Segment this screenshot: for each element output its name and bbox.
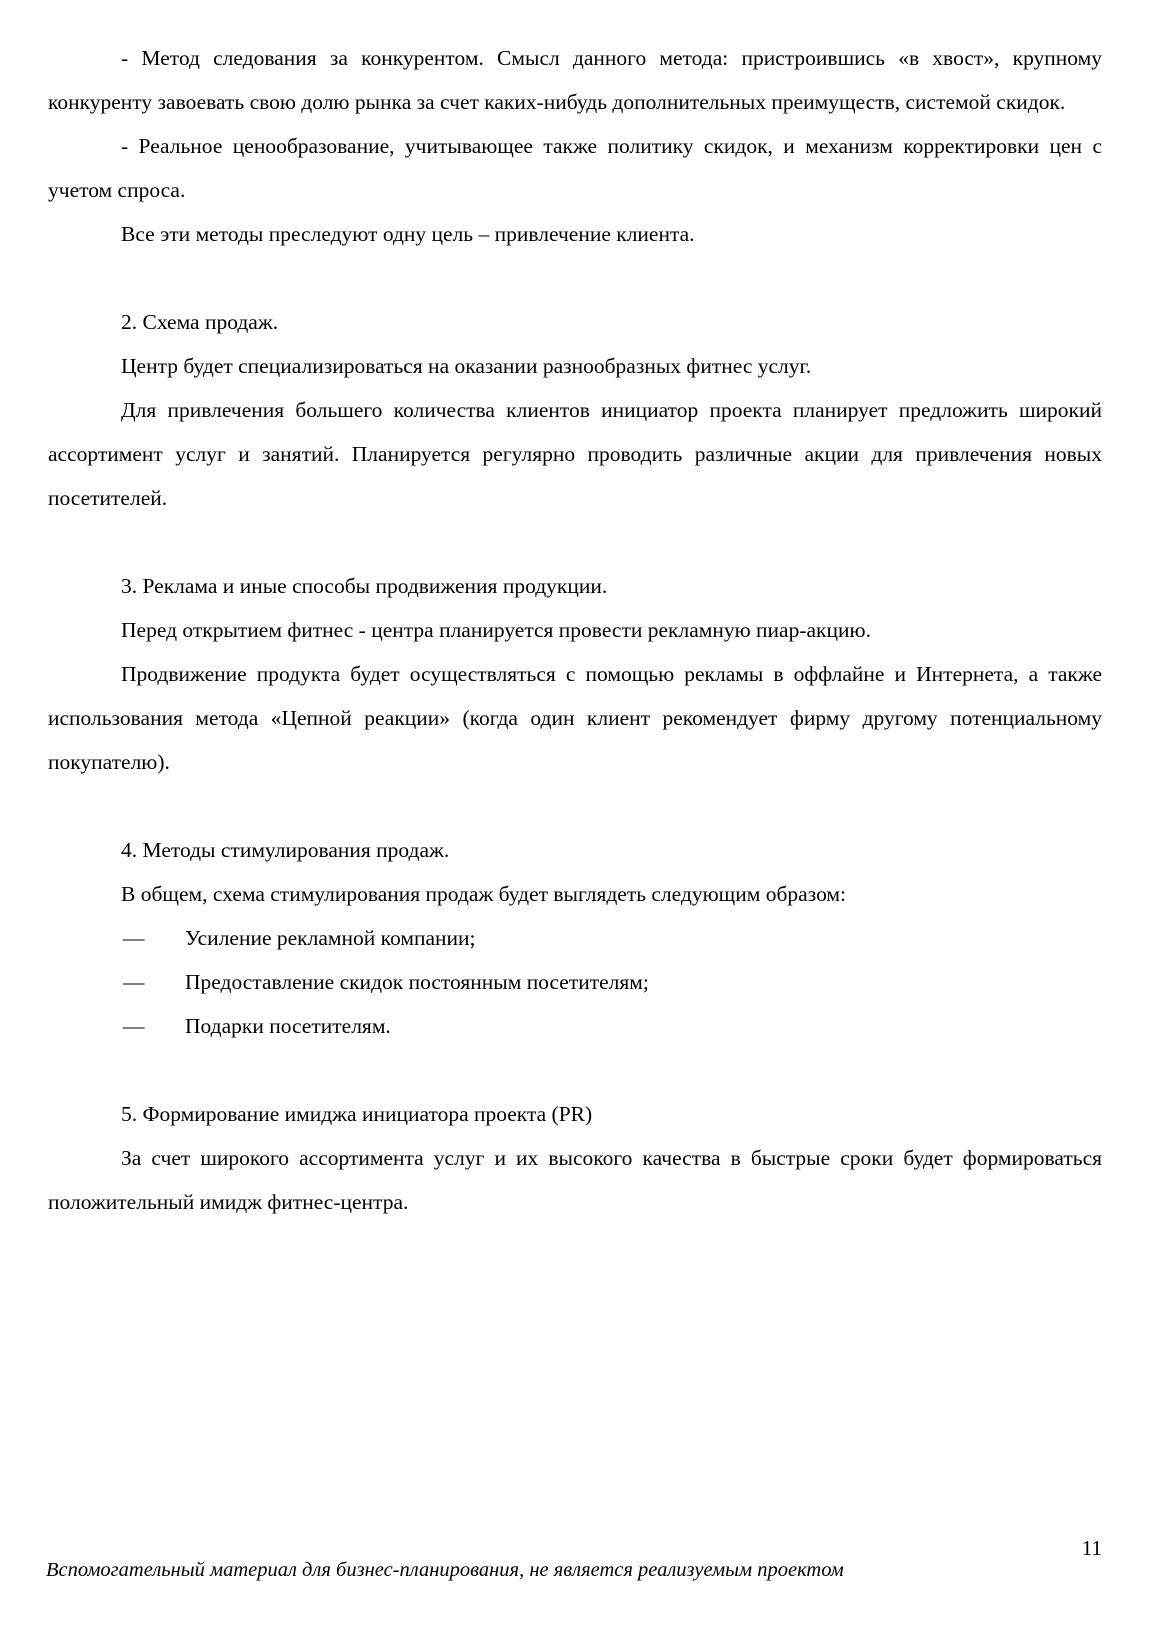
blank-line xyxy=(48,520,1102,564)
list-dash-marker: — xyxy=(123,926,145,950)
paragraph: Для привлечения большего количества клиентов инициатор проекта планирует предложить широкий ассортимент услуг и занятий. Планируется регулярно проводить различные акции для привлечения новых посетителей. xyxy=(48,398,1102,510)
blank-line xyxy=(48,1048,1102,1092)
list-item xyxy=(48,1004,1102,1048)
paragraph: 2. Схема продаж. xyxy=(121,310,279,334)
list-dash-marker: — xyxy=(123,1014,145,1038)
footer-note: Вспомогательный материал для бизнес-планирования, не является реализуемым проектом xyxy=(46,1559,844,1581)
paragraph: - Метод следования за конкурентом. Смысл данного метода: пристроившись «в хвост», крупному конкуренту завоевать свою долю рынка за счет каких-нибудь дополнительных преимуществ, системой скидок. xyxy=(48,46,1102,114)
paragraph: Продвижение продукта будет осуществляться с помощью рекламы в оффлайне и Интернета, а также использования метода «Цепной реакции» (когда один клиент рекомендует фирму другому потенциальному покупателю). xyxy=(48,662,1102,774)
document-body xyxy=(48,36,1102,1224)
paragraph: За счет широкого ассортимента услуг и их высокого качества в быстрые сроки будет формироваться положительный имидж фитнес-центра. xyxy=(48,1146,1102,1214)
paragraph: В общем, схема стимулирования продаж будет выглядеть следующим образом: xyxy=(121,882,846,906)
list-item xyxy=(48,960,1102,1004)
paragraph: - Реальное ценообразование, учитывающее также политику скидок, и механизм корректировки цен с учетом спроса. xyxy=(48,134,1102,202)
paragraph: Центр будет специализироваться на оказании разнообразных фитнес услуг. xyxy=(121,354,812,378)
list-item-text: Усиление рекламной компании; xyxy=(185,926,476,950)
paragraph: 5. Формирование имиджа инициатора проекта (PR) xyxy=(121,1102,593,1126)
page-number: 11 xyxy=(1081,1536,1102,1560)
blank-line xyxy=(48,256,1102,300)
paragraph: 4. Методы стимулирования продаж. xyxy=(121,838,450,862)
list-item-text: Подарки посетителям. xyxy=(185,1014,391,1038)
list-dash-marker: — xyxy=(123,970,145,994)
list-item xyxy=(48,916,1102,960)
paragraph: 3. Реклама и иные способы продвижения продукции. xyxy=(121,574,608,598)
list-item-text: Предоставление скидок постоянным посетителям; xyxy=(185,970,649,994)
blank-line xyxy=(48,784,1102,828)
paragraph: Все эти методы преследуют одну цель – привлечение клиента. xyxy=(121,222,695,246)
paragraph: Перед открытием фитнес - центра планируется провести рекламную пиар-акцию. xyxy=(121,618,871,642)
